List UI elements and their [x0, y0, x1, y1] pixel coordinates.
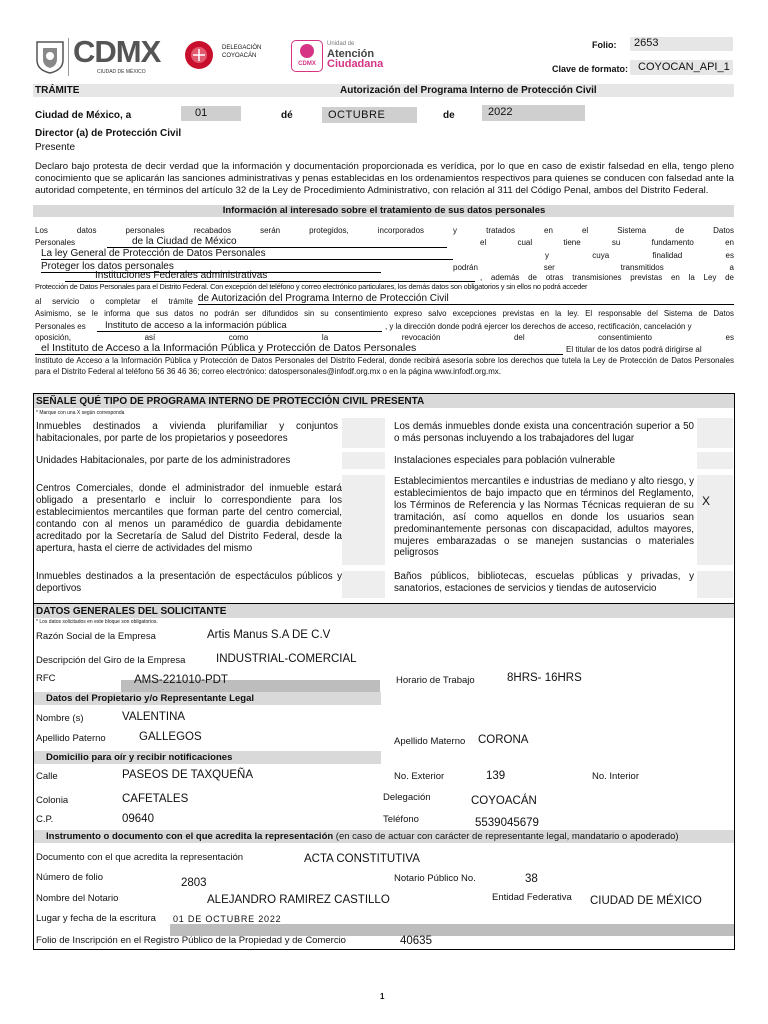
shield-logo: [35, 40, 65, 74]
datos-note: * Los datos solicitados en este bloque son obligatorios.: [36, 619, 158, 625]
info-line-4b: podrán ser transmitidos a: [453, 263, 734, 272]
delegacion-value[interactable]: COYOACÁN: [471, 795, 537, 807]
calle-value[interactable]: PASEOS DE TAXQUEÑA: [122, 769, 254, 781]
info-header: Información al interesado sobre el tratamiento de sus datos personales: [222, 205, 546, 216]
info-line-2v: de la Ciudad de México: [107, 236, 447, 248]
presente-label: Presente: [35, 142, 76, 153]
domicilio-header: Domicilio para oír y recibir notificaciones: [46, 752, 233, 763]
info-line-3v: La ley General de Protección de Datos Personales: [41, 248, 453, 260]
cp-label: C.P.: [36, 814, 54, 825]
inscripcion-label: Folio de Inscripción en el Registro Público de la Propiedad y de Comercio: [36, 935, 346, 946]
entidad-value[interactable]: CIUDAD DE MÉXICO: [590, 895, 702, 907]
info-line-5b: , además de otras transmisiones previstas en la Ley de: [480, 273, 734, 282]
doc-value[interactable]: ACTA CONSTITUTIVA: [304, 853, 420, 865]
cdmx-subtitle: CIUDAD DE MÉXICO: [97, 69, 146, 75]
ext-value[interactable]: 139: [486, 770, 506, 782]
paterno-label: Apellido Paterno: [36, 733, 106, 744]
folio-label: Folio:: [592, 40, 617, 50]
info-line-7a: al servicio o completar el trámite: [35, 297, 193, 306]
doc-label: Documento con el que acredita la representación: [36, 852, 244, 863]
info-line-5v: Instituciones Federales administrativas: [65, 270, 475, 282]
tipo-check-left-3[interactable]: [342, 475, 385, 565]
delegacion-line2: COYOACÁN: [222, 53, 257, 59]
folio-num-value[interactable]: 2803: [181, 877, 207, 889]
horario-label: Horario de Trabajo: [396, 675, 475, 686]
info-line-4v: Proteger los datos personales: [41, 261, 381, 273]
lugar-label: Lugar y fecha de la escritura: [36, 913, 156, 924]
info-line-1: Los datos personales recabados serán protegidos, incorporados y tratados en el Sistema de Datos: [35, 226, 734, 235]
day-field[interactable]: [181, 106, 241, 121]
int-label: No. Interior: [592, 771, 639, 782]
month-field[interactable]: [322, 107, 417, 123]
propietario-header: Datos del Propietario y/o Representante Legal: [46, 693, 254, 704]
info-line-8: Asimismo, se le informa que sus datos no podrán ser difundidos sin su consentimiento expreso salvo excepciones previstas en la ley. El responsable del Sistema de Datos: [35, 309, 734, 318]
uac-line3: Ciudadana: [327, 58, 384, 70]
tipo-check-right-2[interactable]: [697, 452, 733, 469]
nombre-value[interactable]: VALENTINA: [122, 711, 186, 723]
ext-label: No. Exterior: [394, 771, 445, 782]
instr-header-normal: (en caso de actuar con carácter de representante legal, mandatario o apoderado): [333, 831, 679, 842]
de-label-2: de: [443, 110, 455, 121]
uac-line1: Unidad de: [327, 41, 355, 47]
folio-num-label: Número de folio: [36, 872, 104, 883]
declaracion-text: Declaro bajo protesta de decir verdad que la información y documentación proporcionada es verídica, por lo que en caso de existir falsedad en ella, tengo pleno conocimiento que se aplicarán las sanciones administrativas y penas establecidas en los ordenamientos respectivos para quienes se conducen con falsedad ante la autoridad competente, en términos del artículo 32 de la Ley de Procedimiento Administrativo, con relación al 311 del Código Penal, ambos del Distrito Federal.: [35, 161, 734, 196]
tipo-right-3: Establecimientos mercantiles e industrias de mediano y alto riesgo, y establecimientos de bajo impacto que en términos del Reglamento, los Términos de Referencia y las Normas Técnicas requieran de su tramitación, así como aquellos en donde los usuarios sean predominantemente personas con discapacidad, adultos mayores, mujeres embarazadas o se manejen sustancias o materiales peligrosos: [394, 476, 694, 559]
info-line-9b: , y la dirección donde podrá ejercer los derechos de acceso, rectificación, cancelación y: [385, 322, 692, 331]
info-line-9v: Instituto de acceso a la información pública: [97, 320, 382, 332]
day-value: 01: [195, 107, 208, 119]
datos-header: DATOS GENERALES DEL SOLICITANTE: [36, 606, 227, 617]
clave-label: Clave de formato:: [552, 64, 629, 74]
materno-value[interactable]: CORONA: [478, 734, 529, 746]
cdmx-logo: CDMX: [73, 34, 161, 69]
coyoacan-emblem: [184, 40, 214, 70]
info-line-11v: el Instituto de Acceso a la Información Pública y Protección de Datos Personales: [35, 342, 563, 355]
notario-label: Nombre del Notario: [36, 893, 119, 904]
info-line-6: Protección de Datos Personales para el Distrito Federal. Con excepción del teléfono y correo electrónico particulares, los demás datos son obligatorios y sin ellos no podrá acceder: [35, 282, 588, 291]
uac-line2: Atención: [327, 48, 375, 60]
instr-header-bold: Instrumento o documento con el que acredita la representación: [46, 831, 334, 842]
city-label: Ciudad de México, a: [35, 110, 132, 121]
tipo-right-1: Los demás inmuebles donde exista una concentración superior a 50 o más personas incluyendo a los trabajadores del lugar: [394, 421, 694, 444]
tipo-header: SEÑALE QUÉ TIPO DE PROGRAMA INTERNO DE PROTECCIÓN CIVIL PRESENTA: [36, 396, 425, 407]
info-line-11b: El titular de los datos podrá dirigirse al: [566, 345, 702, 354]
tipo-left-3: Centros Comerciales, donde el administrador del inmueble estará obligado a presentarlo e incluir lo correspondiente para los establecimientos mercantiles que forman parte del centro comercial, contando con al menos un paramédico de guardia debidamente acreditado por la Secretaría de Salud del Distrito Federal, desde la apertura, hasta el cierre de actividades del mismo: [36, 483, 342, 554]
materno-label: Apellido Materno: [394, 736, 466, 747]
info-line-7v: de Autorización del Programa Interno de Protección Civil: [198, 293, 734, 305]
tipo-left-2: Unidades Habitacionales, por parte de los administradores: [36, 455, 291, 466]
year-value: 2022: [488, 106, 513, 118]
tramite-label: TRÁMITE: [35, 85, 80, 96]
tel-label: Teléfono: [383, 814, 419, 825]
folio-value: 2653: [634, 37, 659, 49]
clave-field[interactable]: [630, 60, 733, 75]
delegacion-line1: DELEGACIÓN: [222, 45, 262, 51]
colonia-value[interactable]: CAFETALES: [122, 793, 189, 805]
notario-no-label: Notario Público No.: [394, 873, 476, 884]
page-number: 1: [380, 992, 385, 1001]
entidad-label: Entidad Federativa: [492, 892, 572, 903]
info-line-10: oposición, así como la revocación del consentimiento es: [35, 333, 734, 342]
lugar-value[interactable]: 01 DE OCTUBRE 2022: [173, 914, 282, 924]
notario-no-value[interactable]: 38: [525, 873, 538, 885]
tipo-right-4: Baños públicos, bibliotecas, escuelas públicas y privadas, y sanatorios, estaciones de servicios y tiendas de autoservicio: [394, 571, 694, 594]
director-title: Director (a) de Protección Civil: [35, 128, 182, 139]
tipo-check-right-3[interactable]: [697, 475, 733, 565]
horario-value[interactable]: 8HRS- 16HRS: [507, 672, 582, 684]
tipo-left-1: Inmuebles destinados a vivienda plurifamiliar y conjuntos habitacionales, por parte de los propietarios y poseedores: [36, 421, 338, 444]
paterno-value[interactable]: GALLEGOS: [139, 731, 202, 743]
instr-header: [46, 831, 679, 842]
tipo-check-right-1[interactable]: [697, 418, 733, 448]
clave-value: COYOCAN_API_1: [638, 61, 730, 73]
colonia-label: Colonia: [36, 795, 69, 806]
info-line-12: Instituto de Acceso a la Información Pública y Protección de Datos Personales del Distrito Federal, donde recibirá asesoría sobre los derechos que tutela la Ley de Protección de Datos Personales para el Distrito Federal al teléfono 56 36 46 36; correo electrónico: datospersonales@infodf.org.mx o en la página www.infodf.org.mx.: [35, 356, 734, 376]
tipo-right-2: Instalaciones especiales para población vulnerable: [394, 455, 616, 466]
tipo-check-left-4[interactable]: [342, 571, 385, 598]
rfc-value: AMS-221010-PDT: [134, 674, 228, 686]
cp-value[interactable]: 09640: [122, 813, 154, 825]
giro-value[interactable]: INDUSTRIAL-COMERCIAL: [216, 653, 357, 665]
rfc-label: RFC: [36, 673, 56, 684]
tipo-check-left-2[interactable]: [342, 452, 385, 469]
tel-value[interactable]: 5539045679: [475, 817, 539, 829]
info-line-2a: Personales: [35, 238, 76, 247]
razon-label: Razón Social de la Empresa: [36, 631, 156, 642]
info-line-9a: Personales es: [35, 322, 86, 331]
tipo-check-left-1[interactable]: [342, 418, 385, 448]
folio-field[interactable]: [630, 37, 733, 51]
tramite-title: Autorización del Programa Interno de Protección Civil: [340, 85, 597, 96]
year-field[interactable]: [482, 105, 585, 121]
tipo-note: * Marque con una X según corresponda: [36, 410, 125, 416]
razon-value[interactable]: Artis Manus S.A DE C.V: [207, 629, 331, 641]
tipo-left-4: Inmuebles destinados a la presentación de espectáculos públicos y deportivos: [36, 571, 342, 594]
month-value: OCTUBRE: [328, 109, 386, 121]
inscripcion-value: 40635: [400, 935, 432, 947]
info-line-3b: y cuya finalidad es: [545, 251, 734, 260]
delegacion-label: Delegación: [383, 792, 431, 803]
calle-label: Calle: [36, 771, 58, 782]
de-label-1: dé: [281, 110, 293, 121]
tipo-mark-x: X: [702, 494, 711, 508]
giro-label: Descripción del Giro de la Empresa: [36, 655, 186, 666]
tipo-check-right-4[interactable]: [697, 571, 733, 598]
notario-value[interactable]: ALEJANDRO RAMIREZ CASTILLO: [207, 894, 390, 906]
info-line-2b: el cual tiene su fundamento en: [480, 238, 734, 247]
nombre-label: Nombre (s): [36, 713, 84, 724]
uac-logo: CDMX: [291, 40, 323, 72]
